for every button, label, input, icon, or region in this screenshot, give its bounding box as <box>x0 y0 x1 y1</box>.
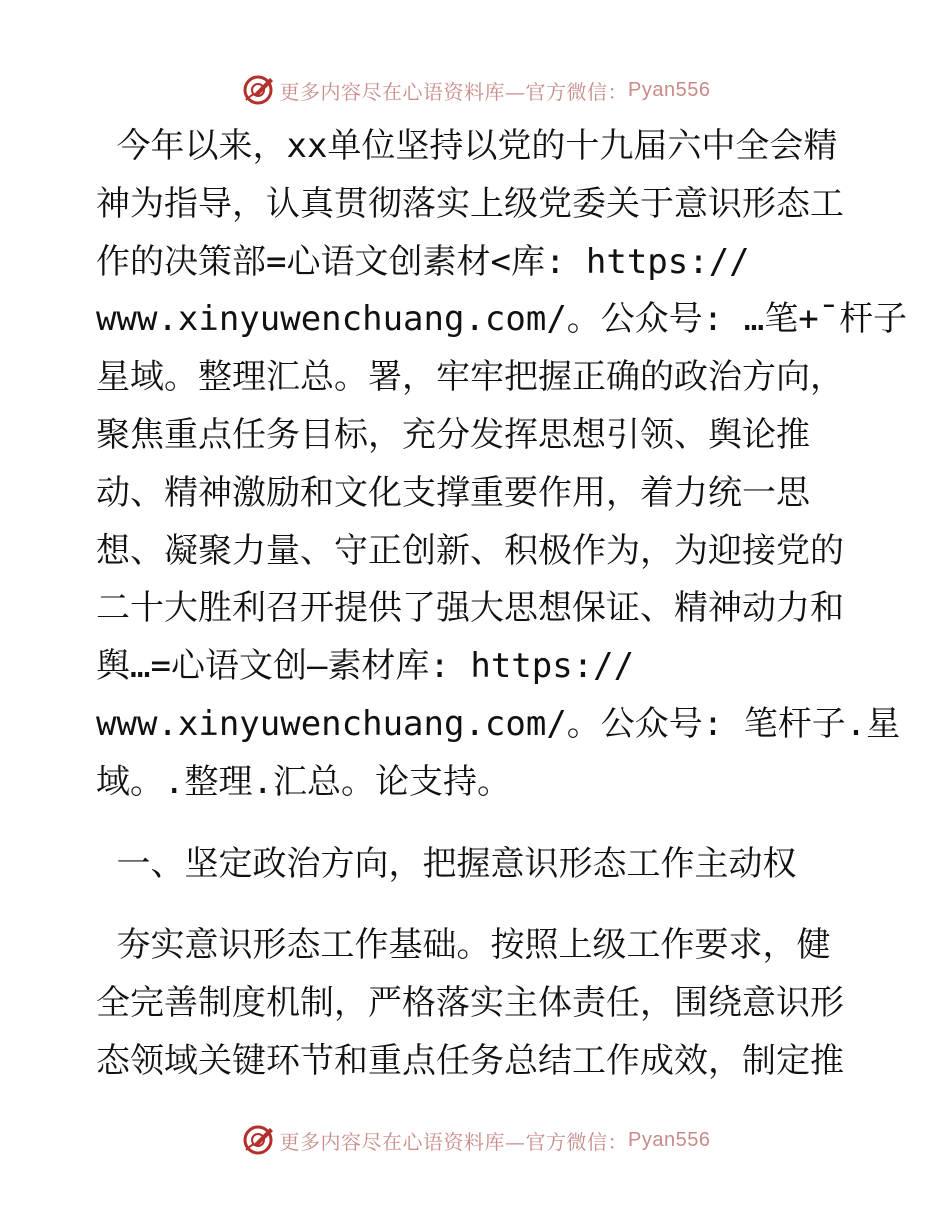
watermark-logo-icon <box>240 1122 276 1158</box>
body-line: 想、凝聚力量、守正创新、积极作为，为迎接党的 <box>96 530 844 571</box>
footer-watermark <box>0 1120 950 1160</box>
body-line: 全完善制度机制，严格落实主体责任，围绕意识形 <box>96 983 844 1024</box>
body-line: www.xinyuwenchuang.com/。公众号: …笔+¯杆子 <box>96 299 908 340</box>
body-line: 域。.整理.汇总。论支持。 <box>96 761 511 802</box>
header-watermark-text: 更多内容尽在心语资料库—官方微信： <box>279 79 629 104</box>
body-line: www.xinyuwenchuang.com/。公众号: 笔杆子.星 <box>96 703 901 744</box>
body-line: 二十大胜利召开提供了强大思想保证、精神动力和 <box>96 588 844 629</box>
footer-watermark-text: 更多内容尽在心语资料库—官方微信： <box>279 1129 629 1154</box>
body-line: 作的决策部=心语文创素材<库: https:// <box>96 241 750 282</box>
body-line: 聚焦重点任务目标，充分发挥思想引领、舆论推 <box>96 414 810 455</box>
body-line: 舆…=心语文创—素材库: https:// <box>96 646 635 687</box>
body-line: 态领域关键环节和重点任务总结工作成效，制定推 <box>96 1040 844 1081</box>
watermark-logo-icon <box>240 72 276 108</box>
header-watermark-handle: Pyan556 <box>628 78 711 101</box>
body-line: 神为指导，认真贯彻落实上级党委关于意识形态工 <box>96 183 844 224</box>
document-body <box>96 118 908 1091</box>
header-watermark <box>0 70 950 110</box>
body-line: 星域。整理汇总。署，牢牢把握正确的政治方向， <box>96 357 844 398</box>
body-line: 动、精神激励和文化支撑重要作用，着力统一思 <box>96 472 810 513</box>
body-line: 夯实意识形态工作基础。按照上级工作要求，健 <box>96 925 831 966</box>
section-heading: 一、坚定政治方向，把握意识形态工作主动权 <box>96 843 797 884</box>
body-line: 今年以来，xx单位坚持以党的十九届六中全会精 <box>96 126 838 166</box>
footer-watermark-handle: Pyan556 <box>628 1128 711 1151</box>
